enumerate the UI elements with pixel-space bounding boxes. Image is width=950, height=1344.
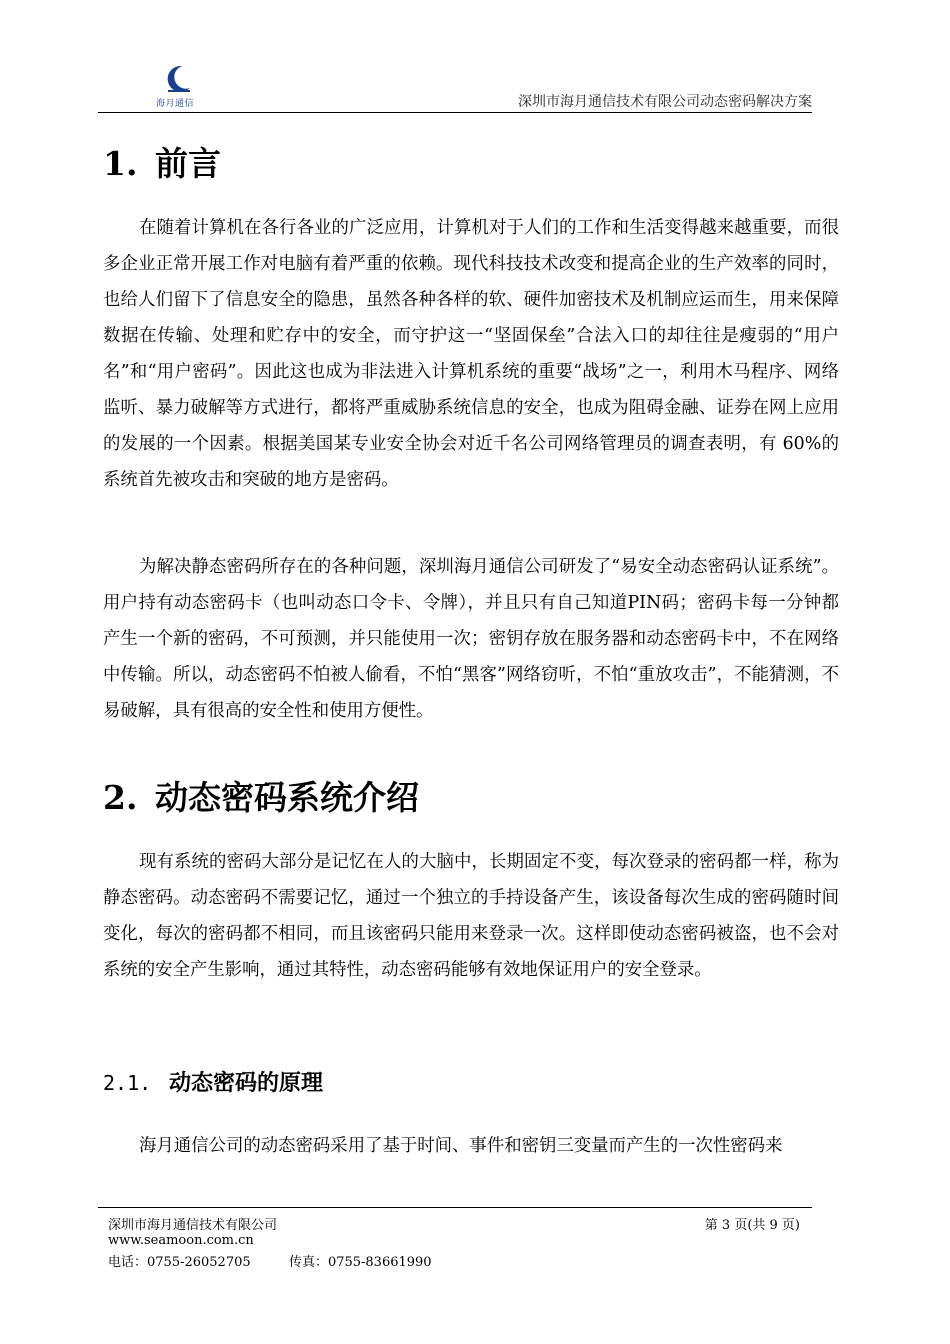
paragraph-intro-2: 为解决静态密码所存在的各种问题，深圳海月通信公司研发了“易安全动态密码认证系统”。用户持有动态密码卡（也叫动态口令卡、令牌），并且只有自己知道PIN码；密码卡每一分钟都产生一个新的密码，不可预测，并只能使用一次；密钥存放在服务器和动态密码卡中，不在网络中传输。所以，动态密码不怕被人偷看，不怕“黑客”网络窃听，不怕“重放攻击”，不能猜测，不易破解，具有很高的安全性和使用方便性。	[103, 557, 839, 721]
company-logo	[138, 62, 218, 108]
section-heading-2	[103, 772, 419, 819]
paragraph-intro-1: 在随着计算机在各行各业的广泛应用，计算机对于人们的工作和生活变得越来越重要，而很多企业正常开展工作对电脑有着严重的依赖。现代科技技术改变和提高企业的生产效率的同时，也给人们留下了信息安全的隐患，虽然各种各样的软、硬件加密技术及机制应运而生，用来保障数据在传输、处理和贮存中的安全，而守护这一“坚固保垒”合法入口的却往往是瘦弱的“用户名”和“用户密码”。因此这也成为非法进入计算机系统的重要“战场”之一，利用木马程序、网络监听、暴力破解等方式进行，都将严重威胁系统信息的安全，也成为阻碍金融、证券在网上应用的发展的一个因素。根据美国某专业安全协会对近千名公司网络管理员的调查表明，有 60%的系统首先被攻击和突破的地方是密码。	[103, 218, 839, 490]
section-title: 前言	[155, 144, 221, 183]
moon-logo-icon	[166, 64, 192, 94]
subsection-number: 2.1.	[103, 1071, 152, 1095]
page-footer	[98, 1207, 812, 1270]
section-heading-1	[103, 138, 221, 185]
footer-contact	[108, 1251, 432, 1270]
subsection-title: 动态密码的原理	[169, 1070, 324, 1096]
footer-website: www.seamoon.com.cn	[108, 1233, 254, 1248]
page-header	[98, 58, 812, 113]
paragraph-system-intro: 现有系统的密码大部分是记忆在人的大脑中，长期固定不变，每次登录的密码都一样，称为静态密码。动态密码不需要记忆，通过一个独立的手持设备产生，该设备每次生成的密码随时间变化，每次的密码都不相同，而且该密码只能用来登录一次。这样即使动态密码被盗，也不会对系统的安全产生影响，通过其特性，动态密码能够有效地保证用户的安全登录。	[103, 852, 839, 980]
header-title: 深圳市海月通信技术有限公司动态密码解决方案	[518, 94, 812, 110]
logo-text: 海月通信	[156, 99, 195, 109]
footer-page-number: 第 3 页(共 9 页)	[704, 1218, 800, 1233]
section-number: 2.	[103, 778, 138, 817]
subsection-heading-2-1	[103, 1066, 323, 1097]
footer-company: 深圳市海月通信技术有限公司	[108, 1218, 278, 1233]
section-title: 动态密码系统介绍	[155, 778, 419, 817]
footer-fax: 传真：0755-83661990	[288, 1255, 432, 1270]
section-number: 1.	[103, 144, 138, 183]
footer-phone: 电话：0755-26052705	[108, 1255, 251, 1270]
paragraph-principle: 海月通信公司的动态密码采用了基于时间、事件和密钥三变量而产生的一次性密码来	[139, 1136, 783, 1156]
